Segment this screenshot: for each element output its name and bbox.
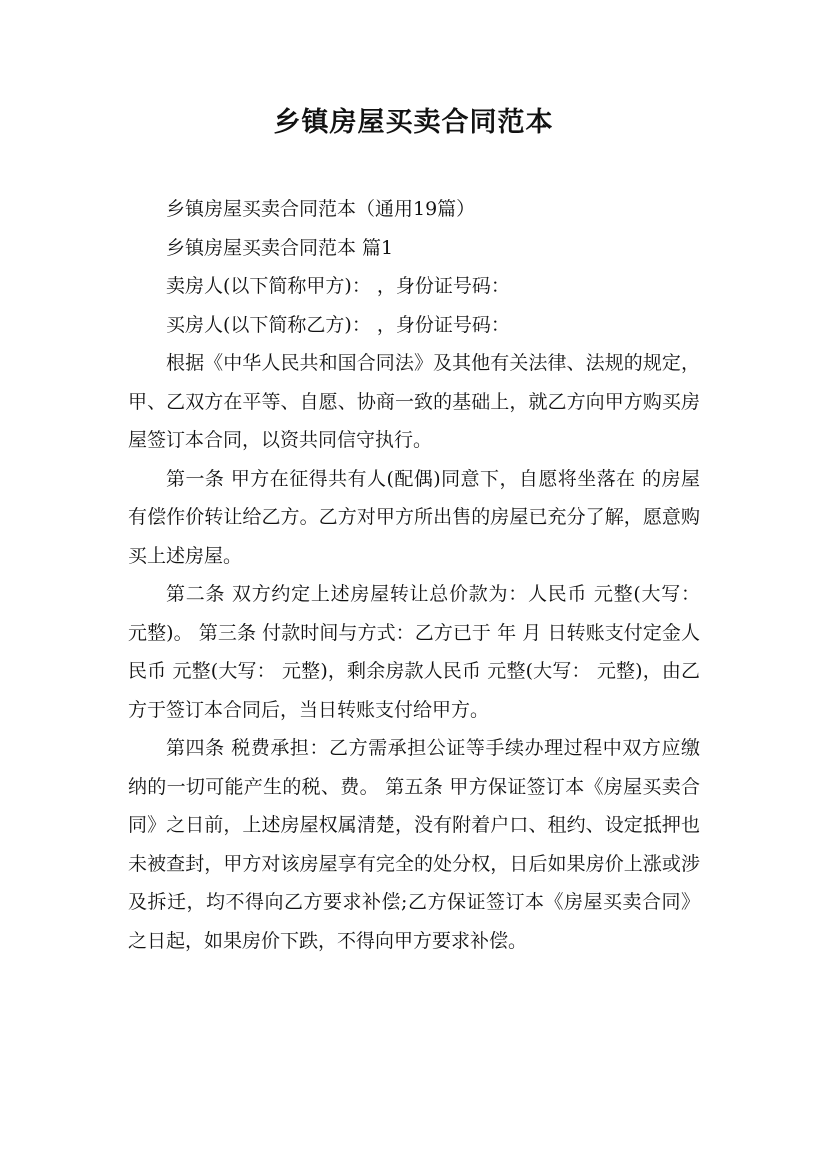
document-body <box>128 190 700 960</box>
paragraph-article-4-5: 第四条 税费承担：乙方需承担公证等手续办理过程中双方应缴纳的一切可能产生的税、费。 第五条 甲方保证签订本《房屋买卖合同》之日前，上述房屋权属清楚，没有附着户口、租约、设定抵押也未被查封，甲方对该房屋享有完全的处分权，日后如果房价上涨或涉及拆迁，均不得向乙方要求补偿;乙方保证签订本《房屋买卖合同》之日起，如果房价下跌，不得向甲方要求补偿。 <box>128 737 700 952</box>
paragraph-article-1: 第一条 甲方在征得共有人(配偶)同意下，自愿将坐落在 的房屋有偿作价转让给乙方。乙方对甲方所出售的房屋已充分了解，愿意购买上述房屋。 <box>128 467 700 567</box>
paragraph-seller: 卖房人(以下简称甲方)： ，身份证号码： <box>166 275 510 297</box>
paragraph-section-heading: 乡镇房屋买卖合同范本 篇1 <box>166 236 394 259</box>
document-title: 乡镇房屋买卖合同范本 <box>273 107 554 138</box>
paragraph-preamble: 根据《中华人民共和国合同法》及其他有关法律、法规的规定，甲、乙双方在平等、自愿、协商一致的基础上，就乙方向甲方购买房屋签订本合同，以资共同信守执行。 <box>128 352 700 451</box>
paragraph-subtitle: 乡镇房屋买卖合同范本（通用19篇） <box>166 198 476 220</box>
paragraph-article-2-3: 第二条 双方约定上述房屋转让总价款为：人民币 元整(大写： 元整)。 第三条 付款时间与方式：乙方已于 年 月 日转账支付定金人民币 元整(大写： 元整)，剩余房款人民币 元整(大写： 元整)，由乙方于签订本合同后，当日转账支付给甲方。 <box>128 583 700 721</box>
paragraph-buyer: 买房人(以下简称乙方)： ，身份证号码： <box>166 313 510 336</box>
